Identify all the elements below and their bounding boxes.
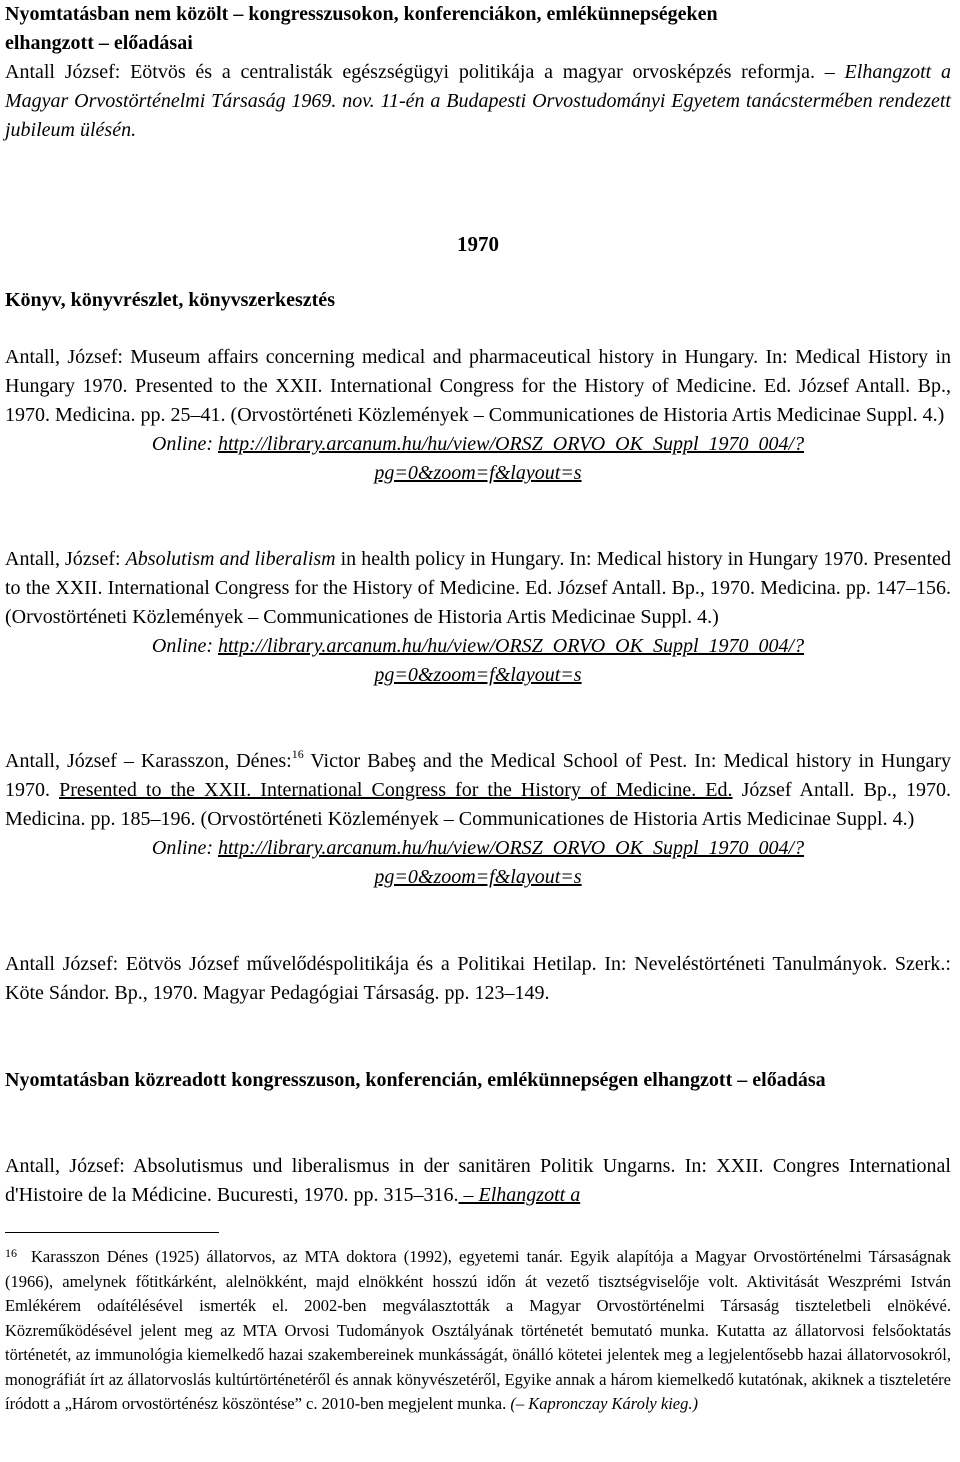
online-label: Online: [151, 837, 218, 859]
entry-text: Antall, József: Museum affairs concerning medical and pharmaceutical history in Hungary. In: Medical History in Hungary 1970. Presented to the XXII. International Congress for the History of Medicine. Ed. József Antall. Bp., 1970. Medicina. pp. 25–41. (Orvostörténeti Közlemények – Communicationes de Historia Artis Medicinae Suppl. 4.) [5, 346, 951, 426]
footnote-number: 16 [5, 1246, 17, 1260]
entry-eotvos-centralistak [5, 58, 951, 145]
heading-line-1: Nyomtatásban nem közölt – kongresszusokon, konferenciákon, emlékünnepségeken [5, 3, 718, 25]
footnote-separator [5, 1232, 219, 1233]
entry-author: Antall, József – Karasszon, Dénes: [5, 750, 292, 772]
online-url-part-1[interactable]: http://library.arcanum.hu/hu/view/ORSZ_ORVO_OK_Suppl_1970_004/? [218, 837, 805, 859]
section-title-books: Könyv, könyvrészlet, könyvszerkesztés [5, 289, 335, 311]
footnote-ref[interactable]: 16 [291, 747, 304, 761]
entry-text: Antall József: Eötvös és a centralisták egészségügyi politikája a magyar orvosképzés reformja. [5, 61, 816, 83]
entry-text: Antall, József: Absolutismus und liberalismus in der sanitären Politik Ungarns. In: XXII. Congres International d'Histoire de la Médicine. Bucuresti, 1970. pp. 315–316. [5, 1155, 951, 1206]
online-url-part-1[interactable]: http://library.arcanum.hu/hu/view/ORSZ_ORVO_OK_Suppl_1970_004/? [218, 433, 805, 455]
entry-text: in health policy in Hungary. In: Medical history in Hungary 1970. Presented to the XXII. International Congress for the History of Medicine. Ed. József Antall. Bp., 1970. Medicina. pp. 147–156. (Orvostörténeti Közlemények – Communicationes de Historia Artis Medicinae Suppl. 4.) [5, 548, 952, 628]
entry-absolutismus-liberalismus [5, 1152, 951, 1210]
online-label: Online: [151, 635, 218, 657]
entry-victor-babes [5, 747, 951, 892]
entry-absolutism-liberalism [5, 545, 951, 690]
online-url-part-1[interactable]: http://library.arcanum.hu/hu/view/ORSZ_ORVO_OK_Suppl_1970_004/? [218, 635, 805, 657]
heading-line-2: elhangzott – előadásai [5, 32, 193, 54]
section-heading-unpublished-lectures [5, 0, 951, 58]
online-link[interactable] [5, 632, 951, 690]
entry-museum-affairs [5, 343, 951, 488]
online-link[interactable] [5, 834, 951, 892]
entry-eotvos-muvelodespolitika [5, 950, 951, 1008]
entry-text-continued: József Antall. Bp., 1970. Medicina. pp. 185–196. (Orvostörténeti Közlemények – Communicationes de Historia Artis Medicinae Suppl. 4.) [5, 779, 951, 830]
footnote-credit: (– Kapronczay Károly kieg.) [506, 1394, 698, 1413]
heading-text: Nyomtatásban közreadott kongresszuson, konferencián, emlékünnepségen elhangzott – előadása [5, 1069, 826, 1091]
online-url-part-2[interactable]: pg=0&zoom=f&layout=s [374, 664, 582, 686]
section-heading-published-lecture [5, 1066, 951, 1095]
footnote-text: Karasszon Dénes (1925) állatorvos, az MTA doktora (1992), egyetemi tanár. Egyik alapítója a Magyar Orvostörténelmi Társaságnak (1966), amelynek főtitkárként, alelnökként, majd elnökként hosszú időn át vezető tisztségviselője volt. Aktivitását Weszprémi István Emlékérem odaítélésével ismerték el. 2002-ben megválasztották a Magyar Orvostörténelmi Társaság tiszteletbeli elnökévé. Közreműködésével jelent meg az MTA Orvosi Tudományok Osztályának történetét bemutató munka. Kutatta az állatorvosi felsőoktatás történetét, az immunológia kiemelkedő hazai szakembereinek munkásságát, önálló kötetei jelentek meg a legjelentősebb hazai állatorvosokról, monográfiát írt az állatorvoslás kultúrtörténetéről és annak könyvészetéről, Egyike annak a három kiemelkedő kutatónak, akiknek a tiszteletére íródott a „Három orvostörténész köszöntése” c. 2010-ben megjelent munka. [5, 1247, 951, 1413]
entry-text: Victor Babeş and the Medical School of Pest. In: Medical history in Hungary 1970. [5, 750, 951, 801]
entry-title: Absolutism and liberalism [125, 548, 336, 570]
footnote-16 [5, 1241, 951, 1417]
online-url-part-2[interactable]: pg=0&zoom=f&layout=s [374, 462, 582, 484]
online-link[interactable] [5, 430, 951, 488]
online-label: Online: [151, 433, 218, 455]
entry-note-italic: – Elhangzott a Magyar Orvostörténelmi Társaság 1969. nov. 11-én a Budapesti Orvostudományi Egyetem tanácstermében rendezett jubileum ülésén. [5, 61, 951, 141]
entry-underlined-text: Presented to the XXII. International Congress for the History of Medicine. Ed. [59, 779, 733, 801]
year-heading: 1970 [457, 232, 499, 256]
entry-text: Antall József: Eötvös József művelődéspolitikája és a Politikai Hetilap. In: Neveléstörténeti Tanulmányok. Szerk.: Köte Sándor. Bp., 1970. Magyar Pedagógiai Társaság. pp. 123–149. [5, 953, 951, 1004]
online-url-part-2[interactable]: pg=0&zoom=f&layout=s [374, 866, 582, 888]
entry-author: Antall, József: [5, 548, 126, 570]
entry-note-italic: – Elhangzott a [458, 1184, 581, 1206]
